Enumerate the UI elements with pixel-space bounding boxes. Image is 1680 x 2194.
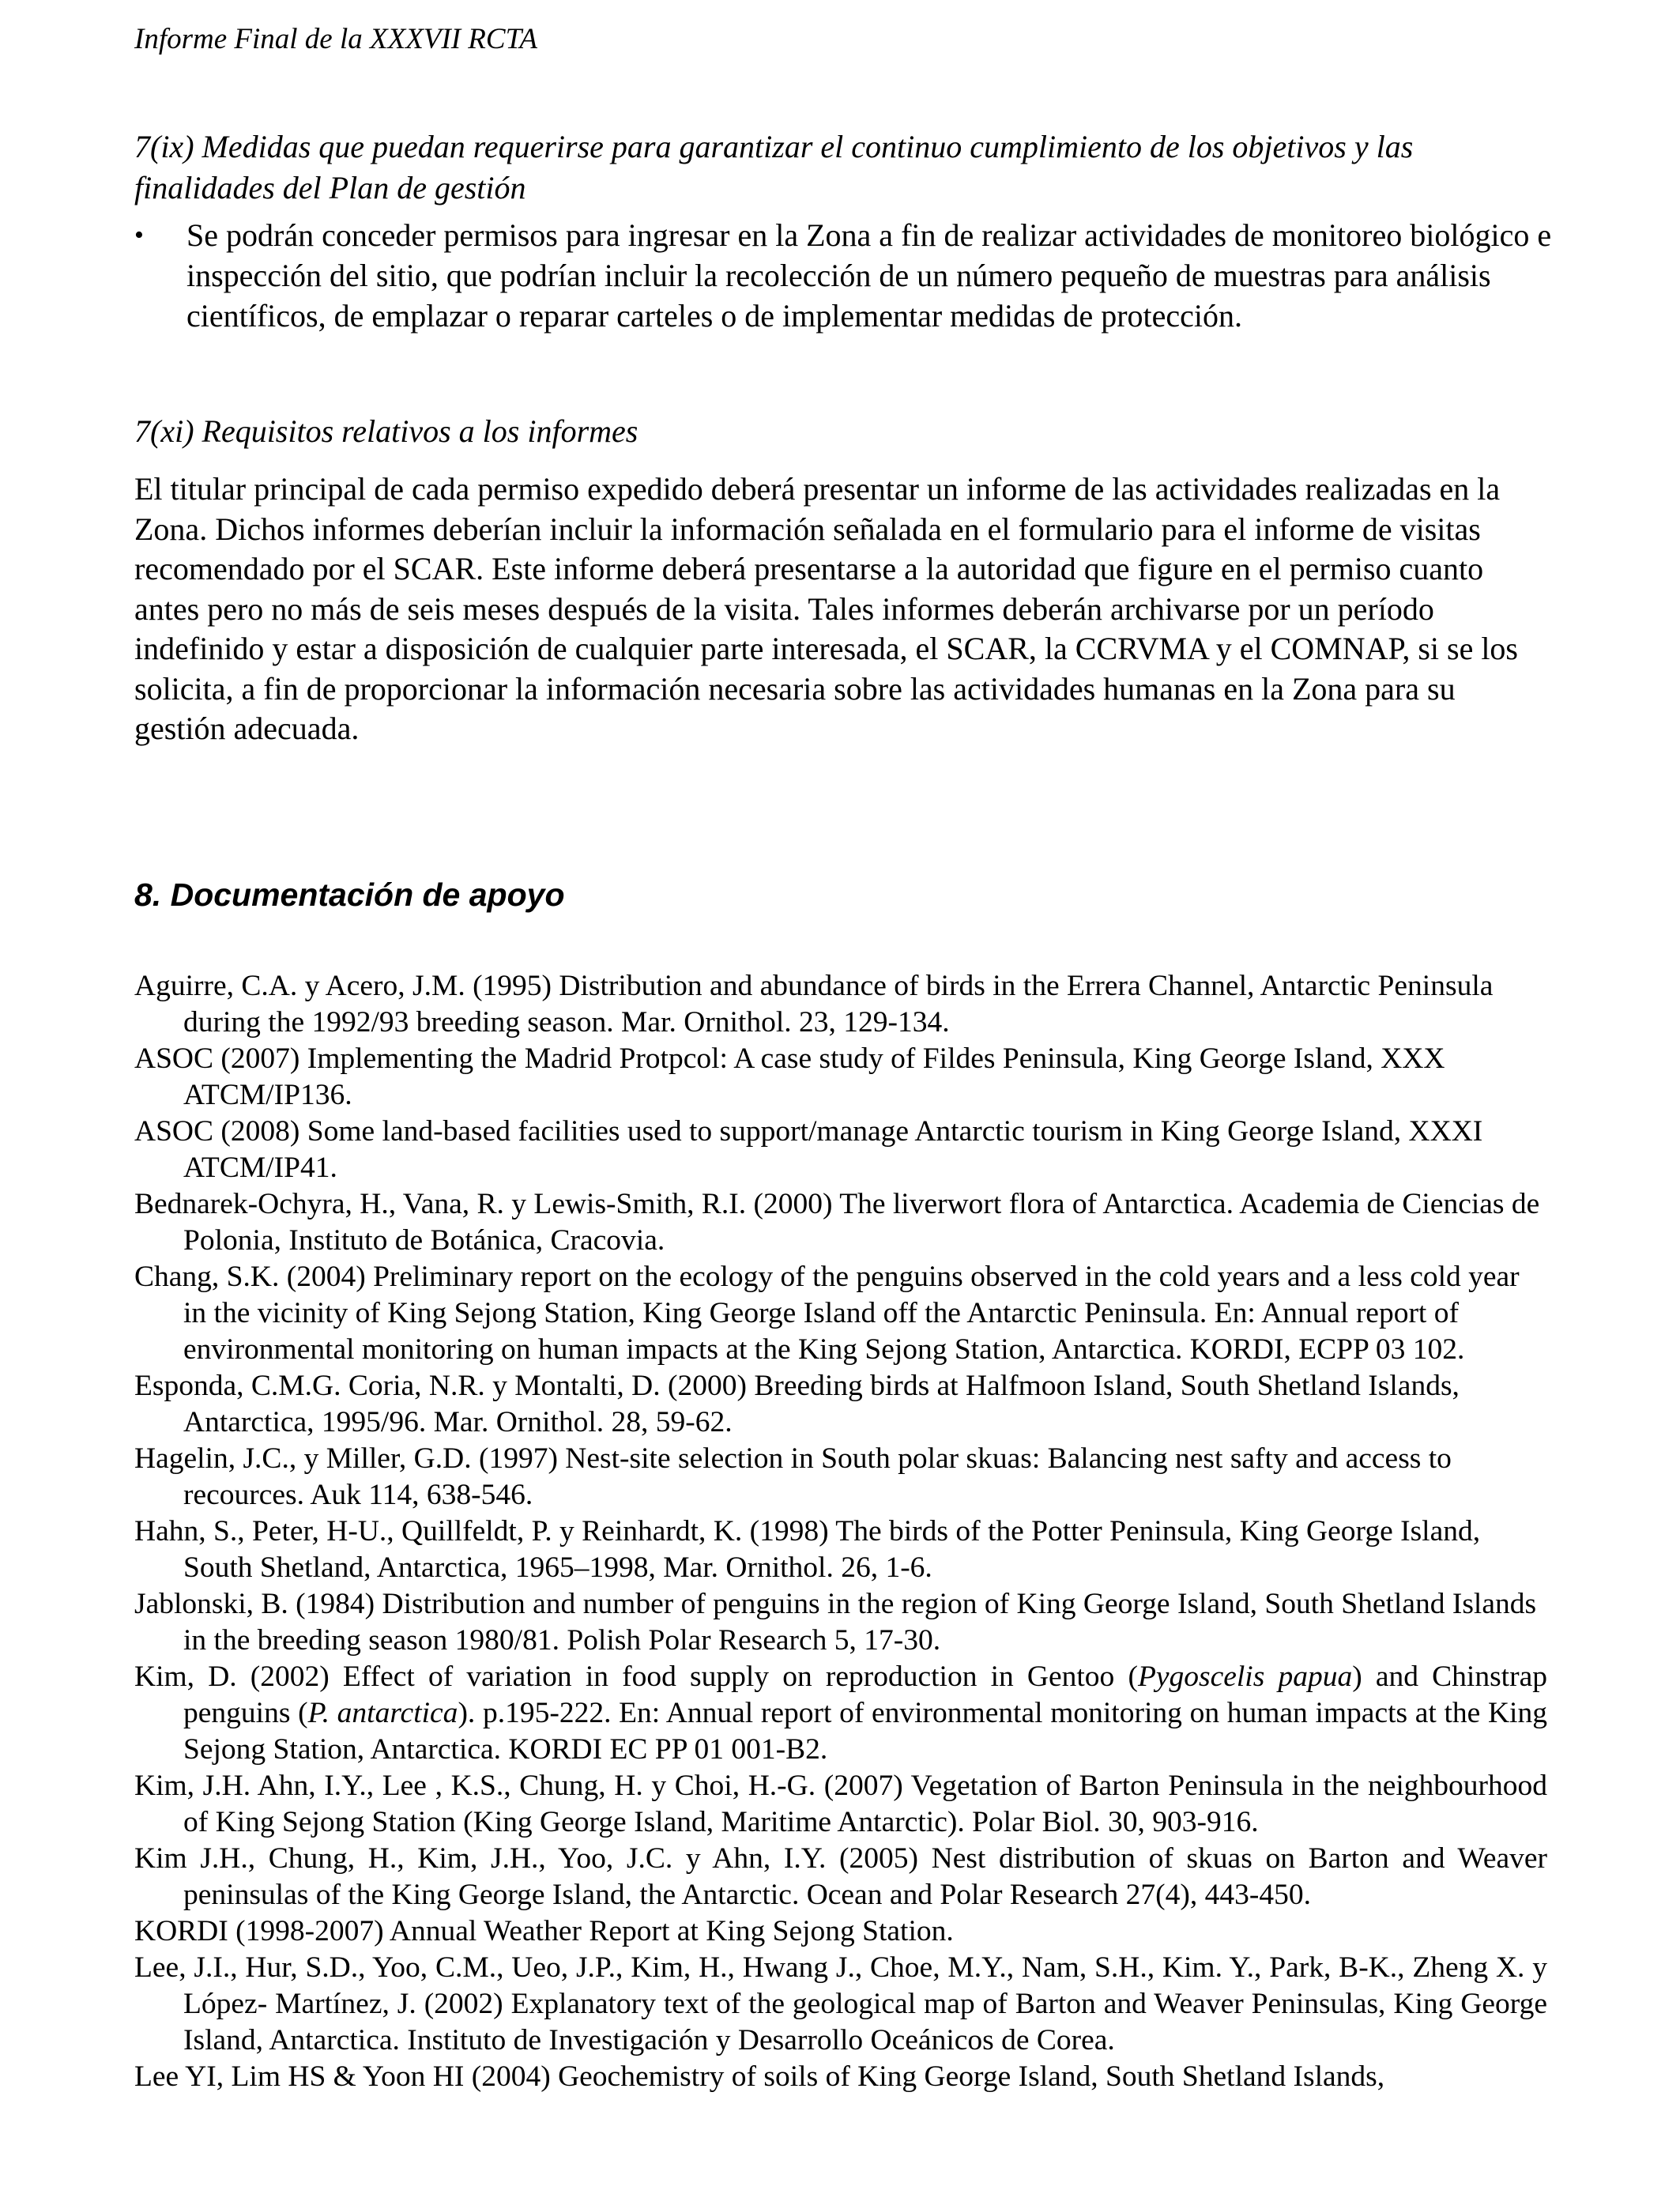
reference-text: Kim, D. (2002) Effect of variation in food supply on reproduction in Gentoo ( [134,1661,1138,1693]
reference-item: Chang, S.K. (2004) Preliminary report on the ecology of the penguins observed in the cold years and a less cold year in the vicinity of King Sejong Station, King George Island off the Antarctic Peninsula. En: Annual report of environmental monitoring on human impacts at the King Sejong Station, Antarctica. KORDI, ECPP 03 102. [134,1261,1520,1366]
reference-item: ASOC (2008) Some land-based facilities used to support/manage Antarctic tourism in King George Island, XXXI ATCM/IP41. [134,1115,1483,1184]
reporting-paragraph: El titular principal de cada permiso expedido deberá presentar un informe de las actividades realizadas en la Zona. Dichos informes deberían incluir la información señalada en el formulario para el informe de visitas recomendado por el SCAR. Este informe deberá presentarse a la autoridad que figure en el permiso cuanto antes pero no más de seis meses después de la visita. Tales informes deberán archivarse por un período indefinido y estar a disposición de cualquier parte interesada, el SCAR, la CCRVMA y el COMNAP, si se los solicita, a fin de proporcionar la información necesaria sobre las actividades humanas en la Zona para su gestión adecuada. [134,471,1518,746]
reference-text: ) and Chinstrap penguins ( [183,1661,1547,1729]
reference-item: Bednarek-Ochyra, H., Vana, R. y Lewis-Smith, R.I. (2000) The liverwort flora of Antarctica. Academia de Ciencias de Polonia, Instituto de Botánica, Cracovia. [134,1188,1540,1257]
reference-item: ASOC (2007) Implementing the Madrid Protpcol: A case study of Fildes Peninsula, King George Island, XXX ATCM/IP136. [134,1042,1445,1111]
bullet-icon: • [134,221,144,250]
bullet-item [134,215,1557,336]
reference-item: Kim, J.H. Ahn, I.Y., Lee , K.S., Chung, H. y Choi, H.-G. (2007) Vegetation of Barton Peninsula in the neighbourhood of King Sejong Station (King George Island, Maritime Antarctic). Polar Biol. 30, 903-916. [134,1770,1547,1838]
reference-item: Hahn, S., Peter, H-U., Quillfeldt, P. y Reinhardt, K. (1998) The birds of the Potter Peninsula, King George Island, South Shetland, Antarctica, 1965–1998, Mar. Ornithol. 26, 1-6. [134,1515,1481,1584]
reference-item [134,1659,1547,1768]
section-heading-7xi: 7(xi) Requisitos relativos a los informes [134,413,638,449]
reference-item: Hagelin, J.C., y Miller, G.D. (1997) Nest-site selection in South polar skuas: Balancing nest safty and access to recources. Auk 114, 638-546. [134,1442,1452,1511]
bullet-text: Se podrán conceder permisos para ingresar en la Zona a fin de realizar actividades de monitoreo biológico e inspección del sitio, que podrían incluir la recolección de un número pequeño de muestras para análisis científicos, de emplazar o reparar carteles o de implementar medidas de protección. [186,217,1552,334]
section-heading-7ix: 7(ix) Medidas que puedan requerirse para garantizar el continuo cumplimiento de los objetivos y las finalidades del Plan de gestión [134,129,1414,205]
species-name: Pygoscelis papua [1137,1661,1353,1693]
chapter-heading-8: 8. Documentación de apoyo [134,876,565,913]
species-name: P. antarctica [307,1697,458,1729]
reference-list [134,968,1547,2095]
reference-item: Jablonski, B. (1984) Distribution and number of penguins in the region of King George Island, South Shetland Islands in the breeding season 1980/81. Polish Polar Research 5, 17-30. [134,1588,1537,1657]
running-header: Informe Final de la XXXVII RCTA [134,23,538,55]
reference-text: ). p.195-222. En: Annual report of environmental monitoring on human impacts at the King Sejong Station, Antarctica. KORDI EC PP 01 001-B2. [183,1697,1547,1766]
reference-item: Lee, J.I., Hur, S.D., Yoo, C.M., Ueo, J.P., Kim, H., Hwang J., Choe, M.Y., Nam, S.H., Kim. Y., Park, B-K., Zheng X. y López- Martínez, J. (2002) Explanatory text of the geological map of Barton and Weaver Peninsulas, King George Island, Antarctica. Instituto de Investigación y Desarrollo Oceánicos de Corea. [134,1951,1547,2056]
reference-item: Lee YI, Lim HS & Yoon HI (2004) Geochemistry of soils of King George Island, South Shetland Islands, [134,2060,1385,2093]
reference-item: Kim J.H., Chung, H., Kim, J.H., Yoo, J.C. y Ahn, I.Y. (2005) Nest distribution of skuas on Barton and Weaver peninsulas of the King George Island, the Antarctic. Ocean and Polar Research 27(4), 443-450. [134,1842,1547,1911]
reference-item: Aguirre, C.A. y Acero, J.M. (1995) Distribution and abundance of birds in the Errera Channel, Antarctic Peninsula during the 1992/93 breeding season. Mar. Ornithol. 23, 129-134. [134,970,1494,1039]
reference-item: Esponda, C.M.G. Coria, N.R. y Montalti, D. (2000) Breeding birds at Halfmoon Island, South Shetland Islands, Antarctica, 1995/96. Mar. Ornithol. 28, 59-62. [134,1370,1460,1438]
reference-item: KORDI (1998-2007) Annual Weather Report at King Sejong Station. [134,1915,954,1947]
